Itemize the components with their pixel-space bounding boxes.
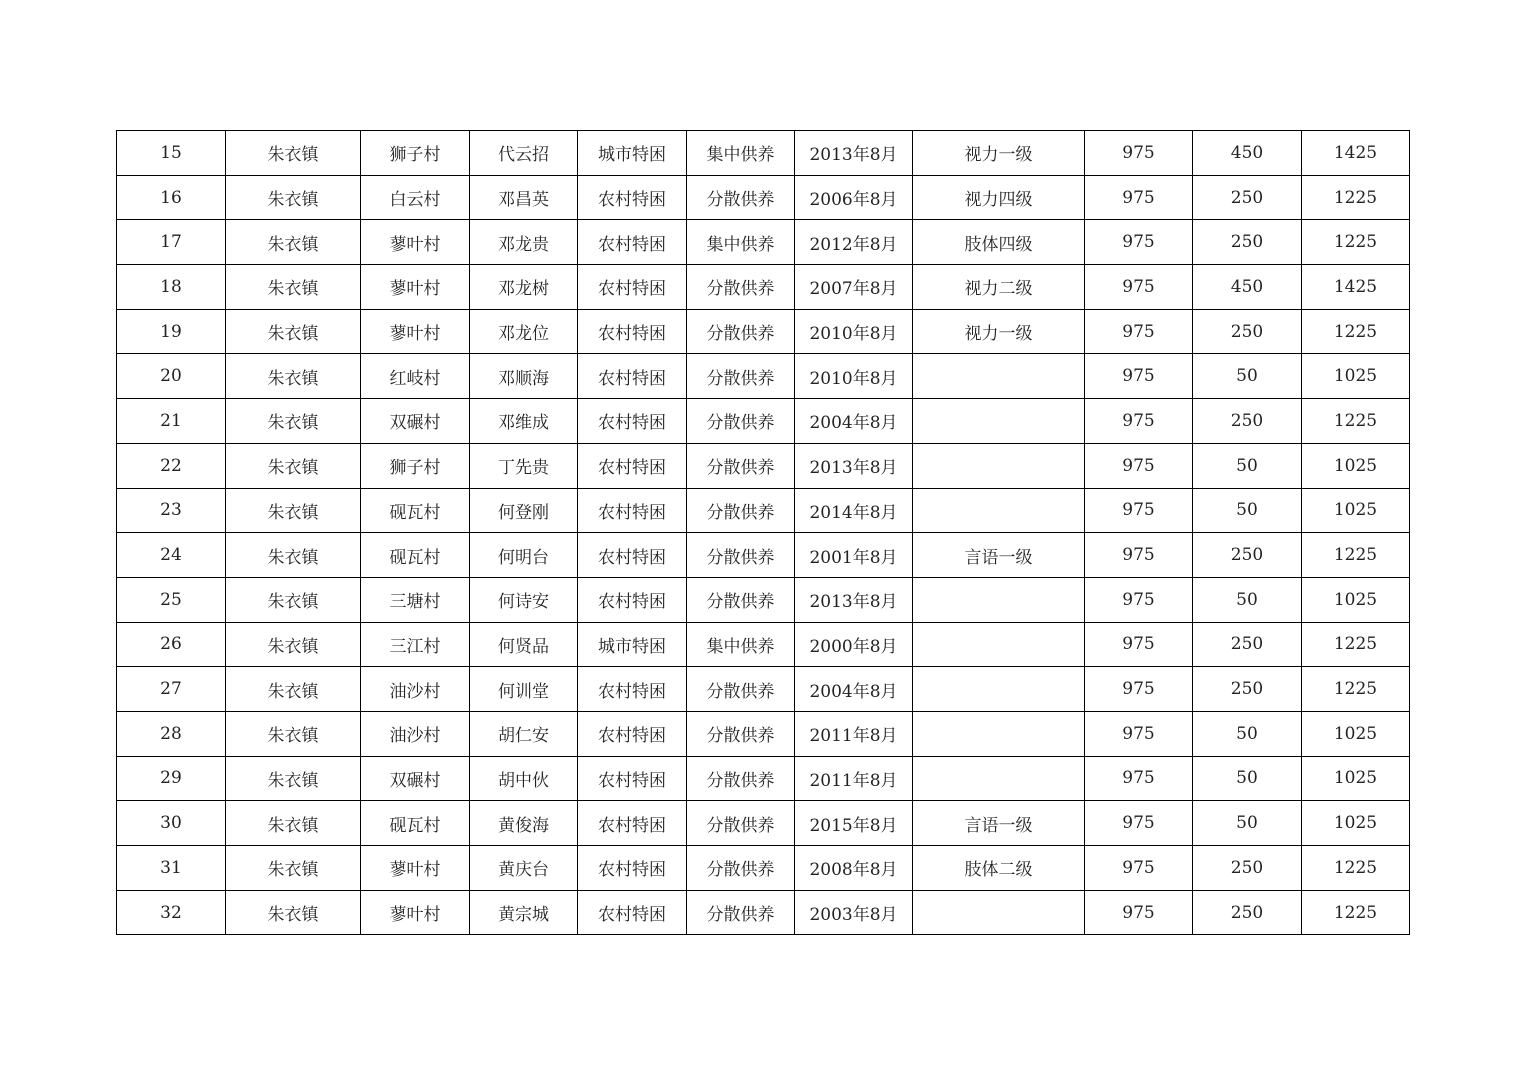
support-type-cell: 分散供养 xyxy=(687,577,795,622)
total-cell: 1225 xyxy=(1302,622,1410,667)
town-cell: 朱衣镇 xyxy=(226,756,361,801)
table-row xyxy=(117,577,1410,622)
row-number-cell: 26 xyxy=(117,622,226,667)
village-cell: 双碾村 xyxy=(361,756,470,801)
amount-a-cell: 975 xyxy=(1085,488,1193,533)
row-number-cell: 32 xyxy=(117,890,226,935)
amount-a-cell: 975 xyxy=(1085,220,1193,265)
row-number-cell: 25 xyxy=(117,577,226,622)
table-row xyxy=(117,220,1410,265)
category-cell: 农村特困 xyxy=(578,711,687,756)
town-cell: 朱衣镇 xyxy=(226,309,361,354)
start-date-cell: 2006年8月 xyxy=(795,175,913,220)
town-cell: 朱衣镇 xyxy=(226,711,361,756)
village-cell: 蓼叶村 xyxy=(361,890,470,935)
amount-b-cell: 250 xyxy=(1193,175,1302,220)
row-number-cell: 22 xyxy=(117,443,226,488)
disability-level-cell: 视力二级 xyxy=(913,265,1085,310)
name-cell: 邓龙位 xyxy=(470,309,578,354)
total-cell: 1025 xyxy=(1302,756,1410,801)
amount-b-cell: 50 xyxy=(1193,443,1302,488)
total-cell: 1025 xyxy=(1302,577,1410,622)
disability-level-cell: 言语一级 xyxy=(913,533,1085,578)
disability-level-cell xyxy=(913,488,1085,533)
row-number-cell: 30 xyxy=(117,801,226,846)
disability-level-cell: 视力一级 xyxy=(913,131,1085,176)
town-cell: 朱衣镇 xyxy=(226,622,361,667)
start-date-cell: 2003年8月 xyxy=(795,890,913,935)
disability-level-cell xyxy=(913,711,1085,756)
category-cell: 农村特困 xyxy=(578,756,687,801)
amount-b-cell: 250 xyxy=(1193,533,1302,578)
support-type-cell: 分散供养 xyxy=(687,756,795,801)
category-cell: 农村特困 xyxy=(578,443,687,488)
start-date-cell: 2011年8月 xyxy=(795,711,913,756)
amount-b-cell: 250 xyxy=(1193,667,1302,712)
table-row xyxy=(117,399,1410,444)
table-row xyxy=(117,175,1410,220)
amount-b-cell: 250 xyxy=(1193,399,1302,444)
town-cell: 朱衣镇 xyxy=(226,667,361,712)
row-number-cell: 23 xyxy=(117,488,226,533)
category-cell: 农村特困 xyxy=(578,399,687,444)
table-row xyxy=(117,354,1410,399)
row-number-cell: 16 xyxy=(117,175,226,220)
row-number-cell: 19 xyxy=(117,309,226,354)
row-number-cell: 21 xyxy=(117,399,226,444)
amount-a-cell: 975 xyxy=(1085,533,1193,578)
row-number-cell: 31 xyxy=(117,846,226,891)
support-type-cell: 分散供养 xyxy=(687,801,795,846)
amount-b-cell: 50 xyxy=(1193,711,1302,756)
amount-b-cell: 50 xyxy=(1193,354,1302,399)
name-cell: 邓龙树 xyxy=(470,265,578,310)
table-row xyxy=(117,265,1410,310)
village-cell: 蓼叶村 xyxy=(361,220,470,265)
disability-level-cell: 视力一级 xyxy=(913,309,1085,354)
category-cell: 农村特困 xyxy=(578,354,687,399)
name-cell: 黄俊海 xyxy=(470,801,578,846)
name-cell: 黄庆台 xyxy=(470,846,578,891)
village-cell: 蓼叶村 xyxy=(361,265,470,310)
category-cell: 农村特困 xyxy=(578,846,687,891)
village-cell: 双碾村 xyxy=(361,399,470,444)
table-row xyxy=(117,711,1410,756)
row-number-cell: 15 xyxy=(117,131,226,176)
name-cell: 何贤品 xyxy=(470,622,578,667)
disability-level-cell: 言语一级 xyxy=(913,801,1085,846)
category-cell: 农村特困 xyxy=(578,309,687,354)
amount-b-cell: 250 xyxy=(1193,622,1302,667)
amount-a-cell: 975 xyxy=(1085,711,1193,756)
support-type-cell: 分散供养 xyxy=(687,488,795,533)
village-cell: 狮子村 xyxy=(361,443,470,488)
category-cell: 农村特困 xyxy=(578,577,687,622)
town-cell: 朱衣镇 xyxy=(226,801,361,846)
start-date-cell: 2008年8月 xyxy=(795,846,913,891)
support-type-cell: 分散供养 xyxy=(687,265,795,310)
amount-b-cell: 250 xyxy=(1193,309,1302,354)
amount-a-cell: 975 xyxy=(1085,354,1193,399)
name-cell: 邓龙贵 xyxy=(470,220,578,265)
total-cell: 1025 xyxy=(1302,711,1410,756)
name-cell: 代云招 xyxy=(470,131,578,176)
village-cell: 蓼叶村 xyxy=(361,846,470,891)
disability-level-cell xyxy=(913,399,1085,444)
amount-a-cell: 975 xyxy=(1085,577,1193,622)
start-date-cell: 2012年8月 xyxy=(795,220,913,265)
amount-b-cell: 50 xyxy=(1193,577,1302,622)
name-cell: 邓维成 xyxy=(470,399,578,444)
name-cell: 何明台 xyxy=(470,533,578,578)
start-date-cell: 2000年8月 xyxy=(795,622,913,667)
category-cell: 农村特困 xyxy=(578,801,687,846)
category-cell: 农村特困 xyxy=(578,488,687,533)
support-type-cell: 集中供养 xyxy=(687,220,795,265)
table-row xyxy=(117,846,1410,891)
amount-a-cell: 975 xyxy=(1085,801,1193,846)
total-cell: 1025 xyxy=(1302,488,1410,533)
amount-b-cell: 50 xyxy=(1193,488,1302,533)
category-cell: 农村特困 xyxy=(578,890,687,935)
total-cell: 1225 xyxy=(1302,890,1410,935)
disability-level-cell xyxy=(913,667,1085,712)
support-type-cell: 分散供养 xyxy=(687,309,795,354)
amount-a-cell: 975 xyxy=(1085,890,1193,935)
start-date-cell: 2013年8月 xyxy=(795,131,913,176)
village-cell: 砚瓦村 xyxy=(361,533,470,578)
disability-level-cell xyxy=(913,443,1085,488)
start-date-cell: 2010年8月 xyxy=(795,309,913,354)
total-cell: 1225 xyxy=(1302,533,1410,578)
amount-a-cell: 975 xyxy=(1085,846,1193,891)
amount-b-cell: 450 xyxy=(1193,131,1302,176)
category-cell: 农村特困 xyxy=(578,667,687,712)
name-cell: 何训堂 xyxy=(470,667,578,712)
row-number-cell: 20 xyxy=(117,354,226,399)
roster-table-body xyxy=(117,131,1410,935)
support-type-cell: 集中供养 xyxy=(687,622,795,667)
total-cell: 1225 xyxy=(1302,399,1410,444)
category-cell: 农村特困 xyxy=(578,265,687,310)
town-cell: 朱衣镇 xyxy=(226,846,361,891)
roster-table xyxy=(116,130,1410,935)
amount-a-cell: 975 xyxy=(1085,756,1193,801)
amount-b-cell: 450 xyxy=(1193,265,1302,310)
start-date-cell: 2007年8月 xyxy=(795,265,913,310)
village-cell: 砚瓦村 xyxy=(361,488,470,533)
amount-a-cell: 975 xyxy=(1085,131,1193,176)
category-cell: 城市特困 xyxy=(578,622,687,667)
support-type-cell: 分散供养 xyxy=(687,354,795,399)
village-cell: 砚瓦村 xyxy=(361,801,470,846)
category-cell: 农村特困 xyxy=(578,533,687,578)
town-cell: 朱衣镇 xyxy=(226,265,361,310)
village-cell: 红岐村 xyxy=(361,354,470,399)
table-row xyxy=(117,890,1410,935)
amount-b-cell: 50 xyxy=(1193,756,1302,801)
support-type-cell: 分散供养 xyxy=(687,533,795,578)
disability-level-cell: 肢体四级 xyxy=(913,220,1085,265)
row-number-cell: 29 xyxy=(117,756,226,801)
total-cell: 1025 xyxy=(1302,354,1410,399)
amount-b-cell: 250 xyxy=(1193,846,1302,891)
name-cell: 邓昌英 xyxy=(470,175,578,220)
town-cell: 朱衣镇 xyxy=(226,131,361,176)
total-cell: 1425 xyxy=(1302,265,1410,310)
disability-level-cell xyxy=(913,577,1085,622)
start-date-cell: 2015年8月 xyxy=(795,801,913,846)
disability-level-cell xyxy=(913,622,1085,667)
category-cell: 城市特困 xyxy=(578,131,687,176)
name-cell: 胡仁安 xyxy=(470,711,578,756)
town-cell: 朱衣镇 xyxy=(226,354,361,399)
total-cell: 1425 xyxy=(1302,131,1410,176)
name-cell: 何登刚 xyxy=(470,488,578,533)
table-row xyxy=(117,309,1410,354)
amount-b-cell: 250 xyxy=(1193,220,1302,265)
table-row xyxy=(117,443,1410,488)
name-cell: 丁先贵 xyxy=(470,443,578,488)
town-cell: 朱衣镇 xyxy=(226,533,361,578)
disability-level-cell xyxy=(913,354,1085,399)
amount-a-cell: 975 xyxy=(1085,309,1193,354)
support-type-cell: 分散供养 xyxy=(687,846,795,891)
amount-a-cell: 975 xyxy=(1085,443,1193,488)
table-row xyxy=(117,622,1410,667)
row-number-cell: 24 xyxy=(117,533,226,578)
total-cell: 1225 xyxy=(1302,309,1410,354)
start-date-cell: 2004年8月 xyxy=(795,667,913,712)
category-cell: 农村特困 xyxy=(578,175,687,220)
start-date-cell: 2013年8月 xyxy=(795,577,913,622)
disability-level-cell: 视力四级 xyxy=(913,175,1085,220)
table-row xyxy=(117,131,1410,176)
start-date-cell: 2004年8月 xyxy=(795,399,913,444)
total-cell: 1025 xyxy=(1302,443,1410,488)
village-cell: 白云村 xyxy=(361,175,470,220)
name-cell: 邓顺海 xyxy=(470,354,578,399)
disability-level-cell xyxy=(913,756,1085,801)
town-cell: 朱衣镇 xyxy=(226,220,361,265)
table-row xyxy=(117,801,1410,846)
town-cell: 朱衣镇 xyxy=(226,488,361,533)
village-cell: 油沙村 xyxy=(361,711,470,756)
start-date-cell: 2013年8月 xyxy=(795,443,913,488)
amount-a-cell: 975 xyxy=(1085,265,1193,310)
amount-a-cell: 975 xyxy=(1085,667,1193,712)
total-cell: 1025 xyxy=(1302,801,1410,846)
amount-b-cell: 250 xyxy=(1193,890,1302,935)
row-number-cell: 17 xyxy=(117,220,226,265)
start-date-cell: 2010年8月 xyxy=(795,354,913,399)
disability-level-cell: 肢体二级 xyxy=(913,846,1085,891)
support-type-cell: 分散供养 xyxy=(687,443,795,488)
support-type-cell: 分散供养 xyxy=(687,711,795,756)
row-number-cell: 28 xyxy=(117,711,226,756)
total-cell: 1225 xyxy=(1302,846,1410,891)
support-type-cell: 分散供养 xyxy=(687,399,795,444)
row-number-cell: 27 xyxy=(117,667,226,712)
town-cell: 朱衣镇 xyxy=(226,399,361,444)
category-cell: 农村特困 xyxy=(578,220,687,265)
village-cell: 蓼叶村 xyxy=(361,309,470,354)
town-cell: 朱衣镇 xyxy=(226,175,361,220)
support-type-cell: 分散供养 xyxy=(687,667,795,712)
name-cell: 何诗安 xyxy=(470,577,578,622)
table-row xyxy=(117,667,1410,712)
row-number-cell: 18 xyxy=(117,265,226,310)
town-cell: 朱衣镇 xyxy=(226,443,361,488)
start-date-cell: 2011年8月 xyxy=(795,756,913,801)
start-date-cell: 2014年8月 xyxy=(795,488,913,533)
amount-a-cell: 975 xyxy=(1085,399,1193,444)
support-type-cell: 集中供养 xyxy=(687,131,795,176)
town-cell: 朱衣镇 xyxy=(226,577,361,622)
name-cell: 黄宗城 xyxy=(470,890,578,935)
disability-level-cell xyxy=(913,890,1085,935)
village-cell: 三塘村 xyxy=(361,577,470,622)
village-cell: 三江村 xyxy=(361,622,470,667)
village-cell: 狮子村 xyxy=(361,131,470,176)
town-cell: 朱衣镇 xyxy=(226,890,361,935)
table-row xyxy=(117,756,1410,801)
village-cell: 油沙村 xyxy=(361,667,470,712)
amount-b-cell: 50 xyxy=(1193,801,1302,846)
support-type-cell: 分散供养 xyxy=(687,890,795,935)
amount-a-cell: 975 xyxy=(1085,622,1193,667)
table-row xyxy=(117,533,1410,578)
total-cell: 1225 xyxy=(1302,667,1410,712)
total-cell: 1225 xyxy=(1302,220,1410,265)
name-cell: 胡中伙 xyxy=(470,756,578,801)
table-row xyxy=(117,488,1410,533)
amount-a-cell: 975 xyxy=(1085,175,1193,220)
start-date-cell: 2001年8月 xyxy=(795,533,913,578)
support-type-cell: 分散供养 xyxy=(687,175,795,220)
total-cell: 1225 xyxy=(1302,175,1410,220)
